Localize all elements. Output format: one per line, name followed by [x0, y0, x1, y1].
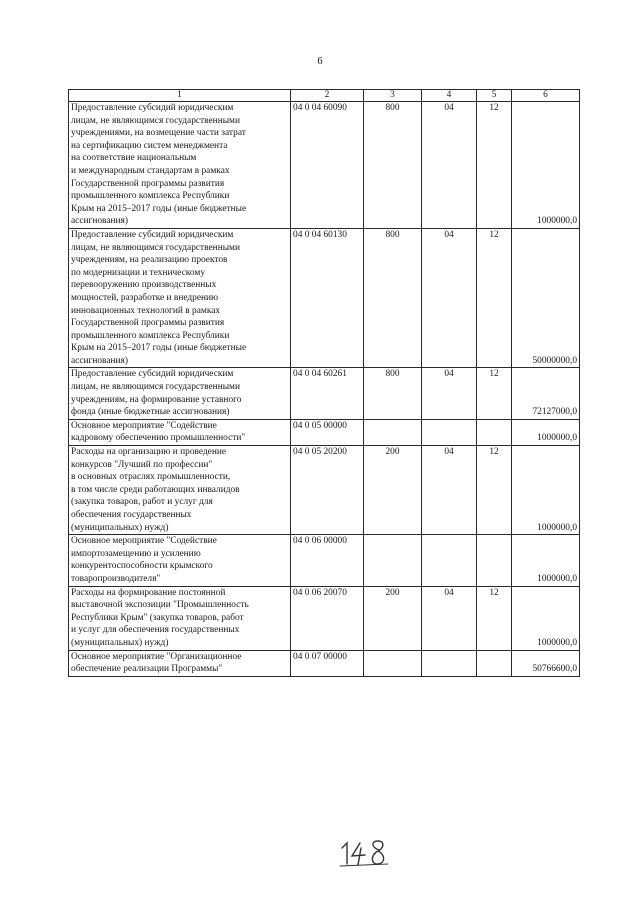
row-code: 04 0 04 60090: [291, 102, 364, 229]
header-col-3: 3: [364, 90, 422, 102]
row-subsection: 12: [477, 586, 512, 650]
row-section: [422, 535, 477, 586]
row-expense-type: [364, 419, 422, 445]
table-row: [69, 102, 580, 229]
table-row: [69, 535, 580, 586]
row-expense-type: 200: [364, 586, 422, 650]
row-amount: 1000000,0: [512, 419, 580, 445]
row-section: 04: [422, 586, 477, 650]
row-subsection: [477, 419, 512, 445]
row-amount: 1000000,0: [512, 535, 580, 586]
row-section: 04: [422, 368, 477, 419]
row-code: 04 0 04 60261: [291, 368, 364, 419]
row-code: 04 0 07 00000: [291, 650, 364, 676]
row-section: 04: [422, 102, 477, 229]
row-expense-type: [364, 535, 422, 586]
row-amount: 1000000,0: [512, 102, 580, 229]
row-amount: 50000000,0: [512, 228, 580, 368]
row-code: 04 0 05 00000: [291, 419, 364, 445]
row-code: 04 0 04 60130: [291, 228, 364, 368]
header-col-4: 4: [422, 90, 477, 102]
row-subsection: [477, 650, 512, 676]
header-col-6: 6: [512, 90, 580, 102]
row-description: Основное мероприятие "Содействие кадровому обеспечению промышленности": [69, 419, 291, 445]
row-section: [422, 419, 477, 445]
row-description: Предоставление субсидий юридическим лицам, не являющимся государственными учреждениями, на возмещение части затрат на сертификацию систем менеджмента на соответствие национальным и международным стандартам в рамках Государственной программы развития промышленного комплекса Республики Крым на 2015–2017 годы (иные бюджетные ассигнования): [69, 102, 291, 229]
row-expense-type: [364, 650, 422, 676]
header-row: [69, 90, 580, 102]
row-description: Предоставление субсидий юридическим лицам, не являющимся государственными учреждениям, на реализацию проектов по модернизации и техническому перевооружению производственных мощностей, разработке и внедрению инновационных технологий в рамках Государственной программы развития промышленного комплекса Республики Крым на 2015–2017 годы (иные бюджетные ассигнования): [69, 228, 291, 368]
row-description: Предоставление субсидий юридическим лицам, не являющимся государственными учреждениям, на формирование уставного фонда (иные бюджетные ассигнования): [69, 368, 291, 419]
table-row: [69, 650, 580, 676]
table-row: [69, 446, 580, 535]
row-description: Основное мероприятие "Организационное обеспечение реализации Программы": [69, 650, 291, 676]
budget-table: [68, 89, 580, 677]
row-description: Расходы на формирование постоянной выставочной экспозиции "Промышленность Республики Крым" (закупка товаров, работ и услуг для обеспечения государственных (муниципальных) нужд): [69, 586, 291, 650]
row-amount: 1000000,0: [512, 586, 580, 650]
row-subsection: 12: [477, 446, 512, 535]
row-amount: 50766600,0: [512, 650, 580, 676]
row-section: 04: [422, 228, 477, 368]
table-row: [69, 419, 580, 445]
row-subsection: 12: [477, 228, 512, 368]
row-expense-type: 800: [364, 368, 422, 419]
table-row: [69, 586, 580, 650]
handwritten-page-number: [338, 838, 396, 868]
row-expense-type: 200: [364, 446, 422, 535]
row-code: 04 0 06 00000: [291, 535, 364, 586]
table-row: [69, 228, 580, 368]
row-subsection: 12: [477, 102, 512, 229]
row-section: 04: [422, 446, 477, 535]
row-code: 04 0 06 20070: [291, 586, 364, 650]
row-amount: 1000000,0: [512, 446, 580, 535]
row-subsection: [477, 535, 512, 586]
row-code: 04 0 05 20200: [291, 446, 364, 535]
table-row: [69, 368, 580, 419]
row-section: [422, 650, 477, 676]
row-description: Основное мероприятие "Содействие импортозамещению и усилению конкурентоспособности крымского товаропроизводителя": [69, 535, 291, 586]
row-amount: 72127000,0: [512, 368, 580, 419]
row-expense-type: 800: [364, 102, 422, 229]
row-description: Расходы на организацию и проведение конкурсов "Лучший по профессии" в основных отраслях промышленности, в том числе среди работающих инвалидов (закупка товаров, работ и услуг для обеспечения государственных (муниципальных) нужд): [69, 446, 291, 535]
row-expense-type: 800: [364, 228, 422, 368]
header-col-1: 1: [69, 90, 291, 102]
row-subsection: 12: [477, 368, 512, 419]
page-number: 6: [317, 56, 323, 67]
header-col-2: 2: [291, 90, 364, 102]
header-col-5: 5: [477, 90, 512, 102]
